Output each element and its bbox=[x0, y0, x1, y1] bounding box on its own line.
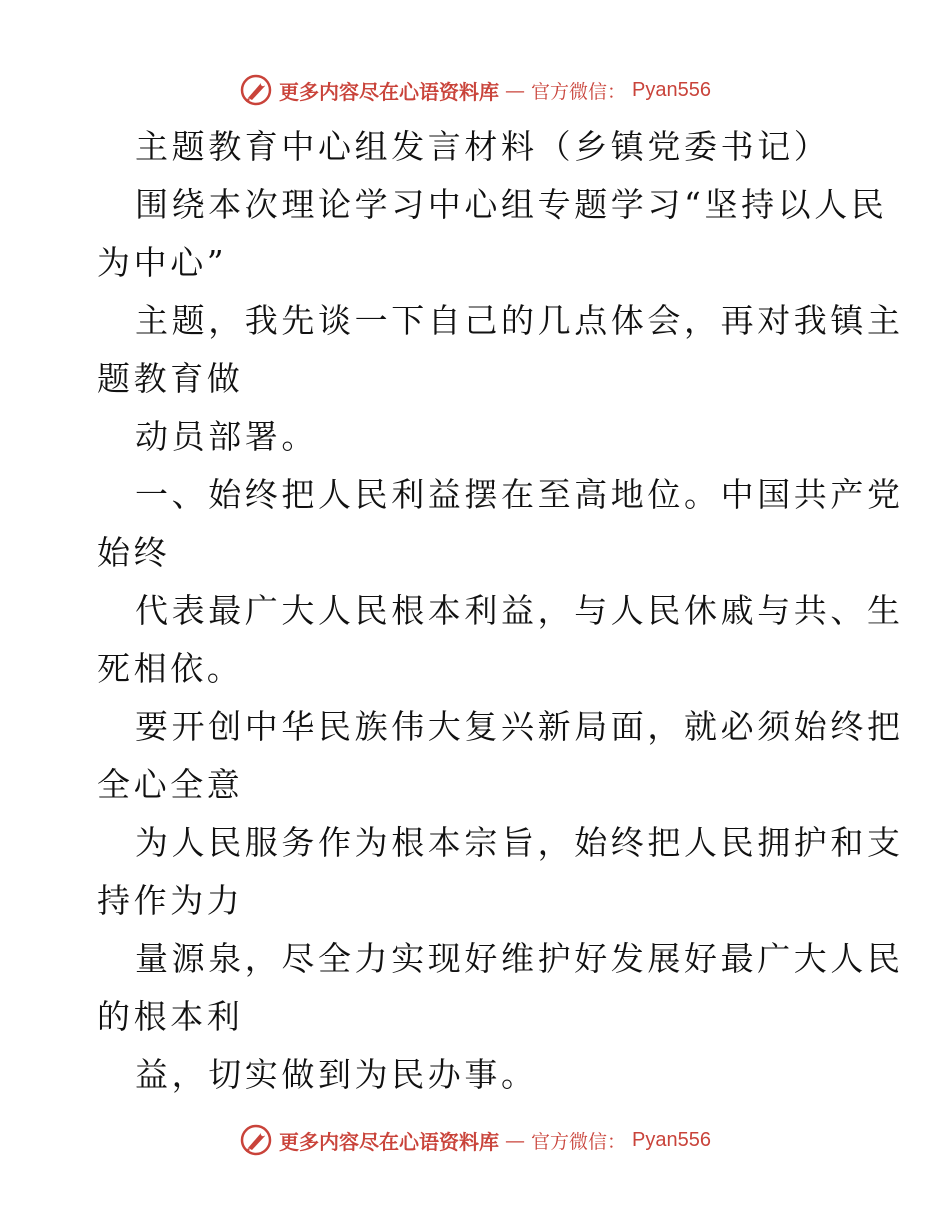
paragraph-line: 全心全意 bbox=[97, 765, 244, 804]
pen-logo-icon bbox=[239, 1123, 273, 1157]
paragraph-line: 要开创中华民族伟大复兴新局面，就必须始终把 bbox=[135, 707, 904, 746]
paragraph-line: 持作为力 bbox=[97, 881, 244, 920]
paragraph-line: 益，切实做到为民办事。 bbox=[135, 1055, 538, 1094]
paragraph-line: 动员部署。 bbox=[135, 417, 318, 456]
paragraph-line: 题教育做 bbox=[97, 359, 244, 398]
paragraph-line: 主题，我先谈一下自己的几点体会，再对我镇主 bbox=[135, 301, 904, 340]
footer-site-name: 更多内容尽在心语资料库 bbox=[279, 1129, 499, 1154]
paragraph-line: 量源泉，尽全力实现好维护好发展好最广大人民 bbox=[135, 939, 904, 978]
footer-wechat-id: Pyan556 bbox=[632, 1128, 711, 1151]
paragraph-line: 为人民服务作为根本宗旨，始终把人民拥护和支 bbox=[135, 823, 904, 862]
paragraph-line: 为中心” bbox=[97, 243, 228, 282]
paragraph-line: 的根本利 bbox=[97, 997, 244, 1036]
header-site-name: 更多内容尽在心语资料库 bbox=[279, 79, 499, 104]
header-separator: — bbox=[505, 78, 525, 102]
header-banner bbox=[0, 70, 950, 110]
paragraph-line: 代表最广大人民根本利益，与人民休戚与共、生 bbox=[135, 591, 904, 630]
pen-logo-icon bbox=[239, 73, 273, 107]
section-heading-line: 一、始终把人民利益摆在至高地位。中国共产党 bbox=[135, 475, 904, 514]
paragraph-line: 围绕本次理论学习中心组专题学习“坚持以人民 bbox=[135, 185, 888, 224]
document-title: 主题教育中心组发言材料（乡镇党委书记） bbox=[135, 127, 831, 166]
document-body bbox=[97, 118, 904, 1104]
footer-separator: — bbox=[505, 1128, 525, 1152]
paragraph-line: 始终 bbox=[97, 533, 171, 572]
footer-wechat-label: 官方微信： bbox=[531, 1130, 627, 1153]
header-wechat-label: 官方微信： bbox=[531, 80, 627, 103]
header-wechat-id: Pyan556 bbox=[632, 78, 711, 101]
footer-banner bbox=[0, 1120, 950, 1160]
paragraph-line: 死相依。 bbox=[97, 649, 244, 688]
